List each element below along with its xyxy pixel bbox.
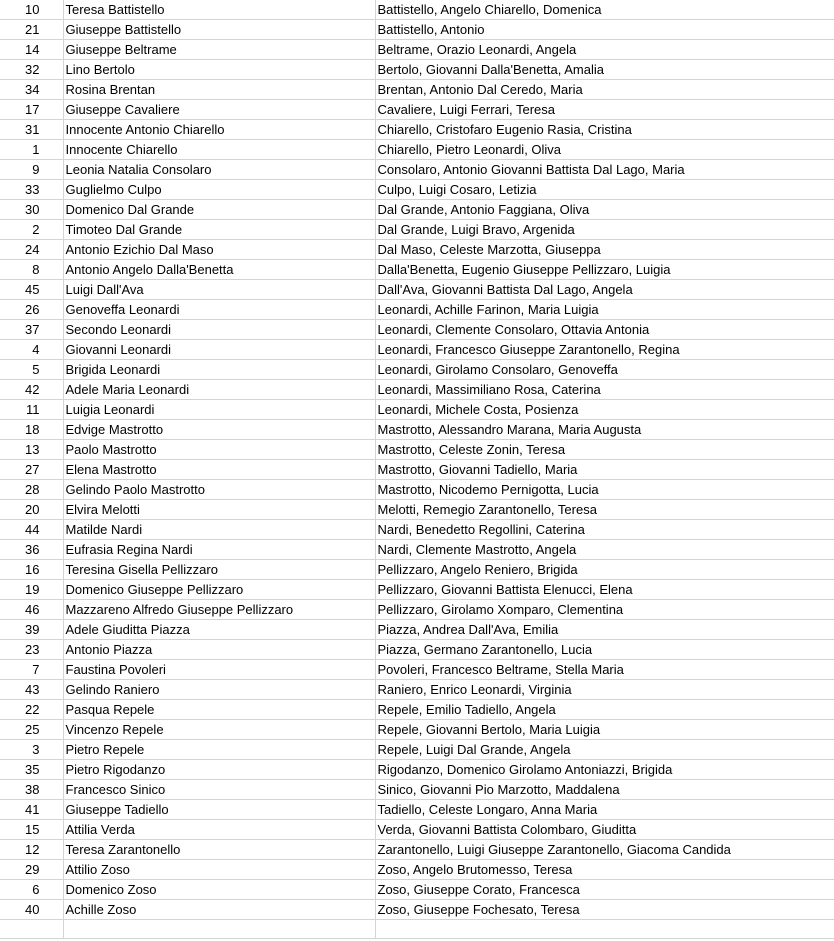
cell-parents[interactable]: Nardi, Clemente Mastrotto, Angela (375, 540, 834, 560)
cell-name[interactable]: Teresina Gisella Pellizzaro (63, 560, 375, 580)
cell-id[interactable]: 45 (0, 280, 63, 300)
cell-name[interactable]: Giuseppe Battistello (63, 20, 375, 40)
cell-parents[interactable]: Mastrotto, Alessandro Marana, Maria Augusta (375, 420, 834, 440)
cell-name[interactable]: Attilio Zoso (63, 860, 375, 880)
cell-id[interactable]: 17 (0, 100, 63, 120)
cell-name[interactable]: Achille Zoso (63, 900, 375, 920)
cell-name[interactable]: Elvira Melotti (63, 500, 375, 520)
table-row (0, 800, 834, 820)
cell-id[interactable]: 43 (0, 680, 63, 700)
table-row (0, 0, 834, 20)
table-row (0, 820, 834, 840)
table-row (0, 420, 834, 440)
cell-id[interactable]: 7 (0, 660, 63, 680)
cell-name[interactable]: Luigi Dall'Ava (63, 280, 375, 300)
cell-parents[interactable]: Beltrame, Orazio Leonardi, Angela (375, 40, 834, 60)
cell-parents[interactable]: Zoso, Giuseppe Corato, Francesca (375, 880, 834, 900)
cell-name[interactable]: Antonio Ezichio Dal Maso (63, 240, 375, 260)
table-row (0, 660, 834, 680)
cell-name[interactable] (63, 920, 375, 939)
cell-id[interactable]: 36 (0, 540, 63, 560)
cell-name[interactable]: Elena Mastrotto (63, 460, 375, 480)
cell-parents[interactable]: Chiarello, Cristofaro Eugenio Rasia, Cristina (375, 120, 834, 140)
table-row (0, 280, 834, 300)
table-row (0, 320, 834, 340)
cell-id[interactable]: 4 (0, 340, 63, 360)
cell-parents[interactable]: Chiarello, Pietro Leonardi, Oliva (375, 140, 834, 160)
cell-parents[interactable]: Raniero, Enrico Leonardi, Virginia (375, 680, 834, 700)
cell-parents[interactable]: Repele, Giovanni Bertolo, Maria Luigia (375, 720, 834, 740)
cell-name[interactable]: Giuseppe Beltrame (63, 40, 375, 60)
cell-name[interactable]: Pietro Repele (63, 740, 375, 760)
cell-name[interactable]: Antonio Piazza (63, 640, 375, 660)
cell-id[interactable]: 11 (0, 400, 63, 420)
cell-name[interactable]: Faustina Povoleri (63, 660, 375, 680)
table-row (0, 780, 834, 800)
cell-name[interactable]: Domenico Zoso (63, 880, 375, 900)
cell-id[interactable]: 20 (0, 500, 63, 520)
table-row (0, 80, 834, 100)
cell-name[interactable]: Teresa Battistello (63, 0, 375, 20)
cell-parents[interactable]: Culpo, Luigi Cosaro, Letizia (375, 180, 834, 200)
cell-id[interactable]: 38 (0, 780, 63, 800)
cell-id[interactable]: 30 (0, 200, 63, 220)
cell-parents[interactable]: Zarantonello, Luigi Giuseppe Zarantonello, Giacoma Candida (375, 840, 834, 860)
cell-name[interactable]: Edvige Mastrotto (63, 420, 375, 440)
table-row (0, 20, 834, 40)
cell-id[interactable]: 2 (0, 220, 63, 240)
table-row (0, 880, 834, 900)
cell-name[interactable]: Secondo Leonardi (63, 320, 375, 340)
cell-id[interactable]: 16 (0, 560, 63, 580)
cell-name[interactable]: Pasqua Repele (63, 700, 375, 720)
cell-id[interactable]: 41 (0, 800, 63, 820)
cell-id[interactable]: 1 (0, 140, 63, 160)
cell-name[interactable]: Innocente Chiarello (63, 140, 375, 160)
cell-name[interactable]: Timoteo Dal Grande (63, 220, 375, 240)
table-row (0, 620, 834, 640)
table-row (0, 900, 834, 920)
table-row (0, 340, 834, 360)
cell-parents[interactable]: Piazza, Germano Zarantonello, Lucia (375, 640, 834, 660)
table-row (0, 580, 834, 600)
table-row (0, 380, 834, 400)
cell-name[interactable]: Pietro Rigodanzo (63, 760, 375, 780)
table-row (0, 220, 834, 240)
cell-name[interactable]: Giuseppe Tadiello (63, 800, 375, 820)
cell-parents[interactable]: Consolaro, Antonio Giovanni Battista Dal Lago, Maria (375, 160, 834, 180)
cell-id[interactable]: 42 (0, 380, 63, 400)
cell-parents[interactable]: Pellizzaro, Angelo Reniero, Brigida (375, 560, 834, 580)
cell-id[interactable]: 14 (0, 40, 63, 60)
cell-parents[interactable]: Leonardi, Achille Farinon, Maria Luigia (375, 300, 834, 320)
cell-parents[interactable]: Povoleri, Francesco Beltrame, Stella Maria (375, 660, 834, 680)
table-row (0, 260, 834, 280)
cell-parents[interactable]: Cavaliere, Luigi Ferrari, Teresa (375, 100, 834, 120)
table-row (0, 740, 834, 760)
table-row (0, 540, 834, 560)
cell-parents[interactable]: Tadiello, Celeste Longaro, Anna Maria (375, 800, 834, 820)
cell-id[interactable]: 44 (0, 520, 63, 540)
cell-id[interactable]: 10 (0, 0, 63, 20)
cell-parents[interactable]: Dalla'Benetta, Eugenio Giuseppe Pellizzaro, Luigia (375, 260, 834, 280)
cell-id[interactable]: 31 (0, 120, 63, 140)
cell-id[interactable]: 35 (0, 760, 63, 780)
cell-parents[interactable]: Mastrotto, Nicodemo Pernigotta, Lucia (375, 480, 834, 500)
table-row (0, 640, 834, 660)
cell-name[interactable]: Luigia Leonardi (63, 400, 375, 420)
cell-name[interactable]: Leonia Natalia Consolaro (63, 160, 375, 180)
table-row (0, 160, 834, 180)
cell-name[interactable]: Attilia Verda (63, 820, 375, 840)
cell-parents[interactable]: Sinico, Giovanni Pio Marzotto, Maddalena (375, 780, 834, 800)
table-row (0, 720, 834, 740)
table-row (0, 480, 834, 500)
table-row (0, 520, 834, 540)
cell-id[interactable]: 19 (0, 580, 63, 600)
table-row (0, 500, 834, 520)
cell-id[interactable]: 26 (0, 300, 63, 320)
cell-parents[interactable]: Repele, Luigi Dal Grande, Angela (375, 740, 834, 760)
cell-parents[interactable]: Brentan, Antonio Dal Ceredo, Maria (375, 80, 834, 100)
cell-parents[interactable]: Battistello, Angelo Chiarello, Domenica (375, 0, 834, 20)
cell-name[interactable]: Adele Maria Leonardi (63, 380, 375, 400)
cell-name[interactable]: Domenico Giuseppe Pellizzaro (63, 580, 375, 600)
cell-id[interactable]: 21 (0, 20, 63, 40)
table-row (0, 40, 834, 60)
cell-parents[interactable]: Dall'Ava, Giovanni Battista Dal Lago, Angela (375, 280, 834, 300)
cell-name[interactable]: Teresa Zarantonello (63, 840, 375, 860)
cell-parents[interactable]: Zoso, Angelo Brutomesso, Teresa (375, 860, 834, 880)
cell-parents[interactable]: Mastrotto, Giovanni Tadiello, Maria (375, 460, 834, 480)
cell-name[interactable]: Genoveffa Leonardi (63, 300, 375, 320)
cell-id[interactable]: 6 (0, 880, 63, 900)
cell-id[interactable]: 3 (0, 740, 63, 760)
cell-parents[interactable]: Bertolo, Giovanni Dalla'Benetta, Amalia (375, 60, 834, 80)
cell-parents[interactable]: Leonardi, Massimiliano Rosa, Caterina (375, 380, 834, 400)
table-row (0, 680, 834, 700)
cell-parents[interactable]: Dal Maso, Celeste Marzotta, Giuseppa (375, 240, 834, 260)
cell-id[interactable]: 24 (0, 240, 63, 260)
table-row (0, 240, 834, 260)
cell-name[interactable]: Adele Giuditta Piazza (63, 620, 375, 640)
cell-id[interactable]: 29 (0, 860, 63, 880)
cell-parents[interactable]: Mastrotto, Celeste Zonin, Teresa (375, 440, 834, 460)
cell-id[interactable]: 25 (0, 720, 63, 740)
table-row (0, 300, 834, 320)
table-row (0, 700, 834, 720)
cell-name[interactable]: Eufrasia Regina Nardi (63, 540, 375, 560)
table-row (0, 760, 834, 780)
table-row (0, 140, 834, 160)
cell-parents[interactable]: Battistello, Antonio (375, 20, 834, 40)
cell-id[interactable]: 22 (0, 700, 63, 720)
cell-parents[interactable] (375, 920, 834, 939)
cell-parents[interactable]: Verda, Giovanni Battista Colombaro, Giuditta (375, 820, 834, 840)
table-row (0, 400, 834, 420)
cell-id[interactable]: 9 (0, 160, 63, 180)
cell-name[interactable]: Paolo Mastrotto (63, 440, 375, 460)
cell-parents[interactable]: Leonardi, Girolamo Consolaro, Genoveffa (375, 360, 834, 380)
cell-id[interactable] (0, 920, 63, 939)
cell-name[interactable]: Gelindo Raniero (63, 680, 375, 700)
cell-name[interactable]: Lino Bertolo (63, 60, 375, 80)
cell-id[interactable]: 8 (0, 260, 63, 280)
table-row (0, 120, 834, 140)
cell-name[interactable]: Vincenzo Repele (63, 720, 375, 740)
cell-parents[interactable]: Leonardi, Clemente Consolaro, Ottavia Antonia (375, 320, 834, 340)
cell-id[interactable]: 18 (0, 420, 63, 440)
table-row (0, 860, 834, 880)
table-row (0, 560, 834, 580)
cell-parents[interactable]: Piazza, Andrea Dall'Ava, Emilia (375, 620, 834, 640)
cell-name[interactable]: Francesco Sinico (63, 780, 375, 800)
cell-name[interactable]: Domenico Dal Grande (63, 200, 375, 220)
table-row (0, 60, 834, 80)
cell-name[interactable]: Guglielmo Culpo (63, 180, 375, 200)
cell-parents[interactable]: Leonardi, Francesco Giuseppe Zarantonello, Regina (375, 340, 834, 360)
table-row (0, 180, 834, 200)
cell-name[interactable]: Giuseppe Cavaliere (63, 100, 375, 120)
table-row (0, 200, 834, 220)
cell-name[interactable]: Rosina Brentan (63, 80, 375, 100)
cell-name[interactable]: Mazzareno Alfredo Giuseppe Pellizzaro (63, 600, 375, 620)
cell-name[interactable]: Antonio Angelo Dalla'Benetta (63, 260, 375, 280)
cell-parents[interactable]: Dal Grande, Luigi Bravo, Argenida (375, 220, 834, 240)
cell-id[interactable]: 15 (0, 820, 63, 840)
cell-id[interactable]: 23 (0, 640, 63, 660)
table-row (0, 100, 834, 120)
cell-parents[interactable]: Dal Grande, Antonio Faggiana, Oliva (375, 200, 834, 220)
cell-parents[interactable]: Nardi, Benedetto Regollini, Caterina (375, 520, 834, 540)
table-row (0, 440, 834, 460)
cell-id[interactable]: 13 (0, 440, 63, 460)
table-row (0, 460, 834, 480)
cell-parents[interactable]: Repele, Emilio Tadiello, Angela (375, 700, 834, 720)
cell-name[interactable]: Matilde Nardi (63, 520, 375, 540)
cell-id[interactable]: 28 (0, 480, 63, 500)
cell-parents[interactable]: Zoso, Giuseppe Fochesato, Teresa (375, 900, 834, 920)
table-row (0, 840, 834, 860)
table-row (0, 360, 834, 380)
cell-name[interactable]: Gelindo Paolo Mastrotto (63, 480, 375, 500)
cell-id[interactable]: 37 (0, 320, 63, 340)
cell-id[interactable]: 39 (0, 620, 63, 640)
cell-id[interactable]: 46 (0, 600, 63, 620)
cell-parents[interactable]: Rigodanzo, Domenico Girolamo Antoniazzi, Brigida (375, 760, 834, 780)
cell-name[interactable]: Innocente Antonio Chiarello (63, 120, 375, 140)
table-row (0, 920, 834, 939)
cell-parents[interactable]: Leonardi, Michele Costa, Posienza (375, 400, 834, 420)
cell-id[interactable]: 40 (0, 900, 63, 920)
cell-id[interactable]: 27 (0, 460, 63, 480)
cell-id[interactable]: 12 (0, 840, 63, 860)
cell-parents[interactable]: Pellizzaro, Girolamo Xomparo, Clementina (375, 600, 834, 620)
cell-name[interactable]: Brigida Leonardi (63, 360, 375, 380)
table-row (0, 600, 834, 620)
cell-id[interactable]: 32 (0, 60, 63, 80)
cell-id[interactable]: 34 (0, 80, 63, 100)
cell-parents[interactable]: Pellizzaro, Giovanni Battista Elenucci, Elena (375, 580, 834, 600)
cell-id[interactable]: 33 (0, 180, 63, 200)
cell-name[interactable]: Giovanni Leonardi (63, 340, 375, 360)
cell-id[interactable]: 5 (0, 360, 63, 380)
cell-parents[interactable]: Melotti, Remegio Zarantonello, Teresa (375, 500, 834, 520)
